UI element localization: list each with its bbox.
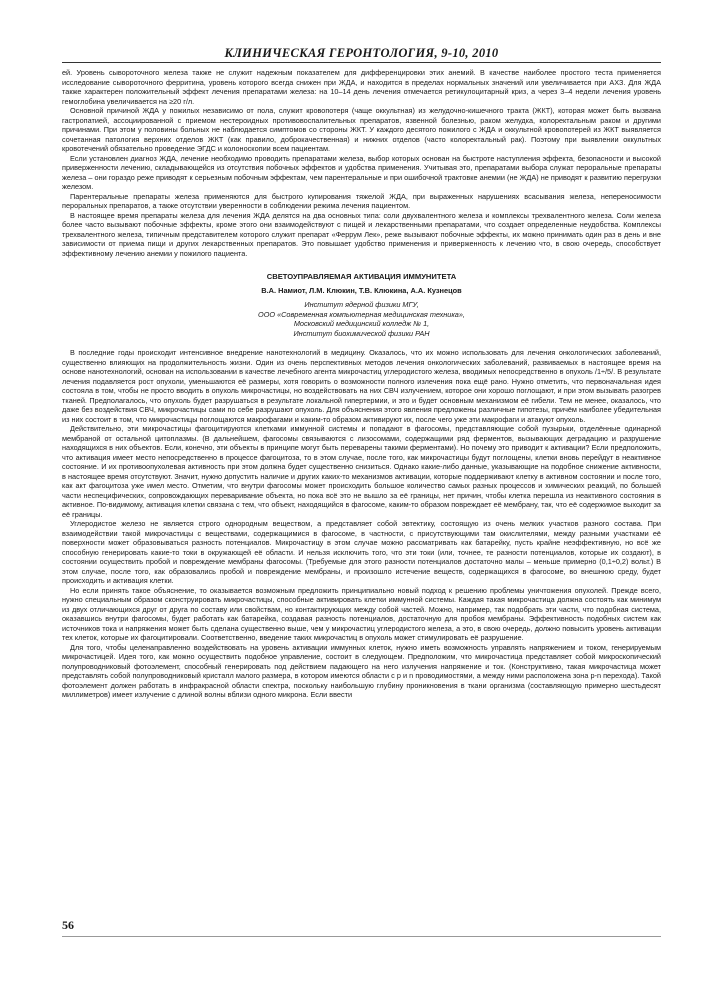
header-rule — [62, 62, 661, 63]
continuation-paragraph: ей. Уровень сывороточного железа также не служит надежным показателем для дифференцировки этих анемий. В качестве наиболее простого теста применяется исследование сывороточного ферритина, уровень которого всегда снижен при ЖДА, и находится в пределах нормальных значений или увеличивается при АХЗ. Для ЖДА также характерен положительный эффект лечения препаратами железа: на 10–14 день лечения отмечается ретикулоцитарный криз, а через 3–4 недели лечения уровень гемоглобина увеличивается на ≥20 г/л. — [62, 68, 661, 106]
affiliation: Московский медицинский колледж № 1, — [293, 319, 430, 329]
article-paragraph: Для того, чтобы целенаправленно воздействовать на уровень активации иммунных клеток, нужно иметь возможность управлять напряжением и током, генерируемым микрочастицей. Идея того, как можно осуществить подобное управление, состоит в следующем. Предположим, что микрочастица представляет собой микроскопический полупроводниковый фотоэлемент, способный генерировать под действием падающего на него излучения напряжение и ток. (Конструктивно, такая микрочастица может представлять собой полупроводниковый кристалл малого размера, в котором имеются области с p и n проводимостями, а между ними расположена зона p-n перехода). Такой фотоэлемент должен работать в инфракрасной области спектра, поскольку наибольшую глубину проникновения в ткани организма (составляющую примерно шестьдесят миллиметров) имеет излучение с длиной волны вблизи одного микрона. Если ввести — [62, 642, 661, 700]
affiliation: Институт биохимической физики РАН — [293, 328, 430, 338]
article-paragraph: В последние годы происходит интенсивное внедрение нанотехнологий в медицину. Оказалось, что их можно использовать для лечения онкологических заболеваний, существенно влияющих на продолжительность жизни. Один из очень перспективных методов лечения онкологических заболеваний, развиваемых в настоящее время на основе нанотехнологий, основан на использовании в качестве лечебного агента микрочастиц углеродистого железа, вводимых непосредственно в опухоль /1÷/5/. В результате лечения подавляется рост опухоли, уменьшаются её размеры, хотя говорить о возможности полного излечения пока ещё рано. Нужно отметить, что первоначальная идея состояла в том, чтобы не просто вводить в опухоль микрочастицы, но воздействовать на них СВЧ излучением, которое они хорошо поглощают, и при этом вызывать разогрев тканей. Предполагалось, что опухоль будет разрушаться в результате локальной гипертермии, и это и будет основным механизмом её гибели. Тем не менее, оказалось, что даже без воздействия СВЧ, микрочастицы сами по себе разрушают опухоль. Для объяснения этого явления предложены различные гипотезы, причём наиболее убедительная из них состоит в том, что микрочастицы поглощаются макрофагами и каким-то образом активируют их, после чего уже эти макрофаги и атакуют опухоль. — [62, 348, 661, 424]
affiliation: Институт ядерной физики МГУ, — [304, 300, 419, 309]
article-affiliations — [62, 300, 661, 338]
affiliation: ООО «Современная компьютерная медицинская техника», — [258, 309, 465, 319]
continuation-paragraph: В настоящее время препараты железа для лечения ЖДА делятся на два основных типа: соли двухвалентного железа и комплексы трехвалентного железа. Соли железа более часто вызывают побочные эффекты, кроме этого они взаимодействуют с пищей и лекарственными препаратами, что создает определенные неудобства. Комплексы трехвалентного железа, типичным представителем которого служит препарат «Феррум Лек», реже вызывают побочные эффекты, их можно принимать один раз в день и вне зависимости от приема пищи и других лекарственных препаратов. Это повышает удобство применения и приверженность к лечению что, в свою очередь, способствует эффективному лечению анемии у пожилого пациента. — [62, 210, 661, 258]
article-paragraph: Углеродистое железо не является строго однородным веществом, а представляет собой эвтектику, состоящую из очень мелких участков разного состава. При взаимодействии такой микрочастицы с веществами, содержащимися в фагосоме, в частности, с присутствующими там окислителями, между разными участками её поверхности может образовываться разность потенциалов. Микрочастицу в этом случае можно рассматривать как батарейку, пусть крайне неэффективную, но всё же способную генерировать какие-то токи в окружающей её области. И нельзя исключить того, что эти токи (или, точнее, те разности потенциалов, которые их создают), в состоянии осуществить пробой и повреждение мембраны фагосомы. (Требуемые для этого разности потенциалов достаточно малы – меньше примерно (0,1÷0,2) вольт.) В этом случае, после того, как образовались пробой и повреждение мембраны, и произошло истечение веществ, содержащихся в фагосоме, во внешнюю среду, будет происходить и активация клетки. — [62, 519, 661, 586]
continuation-paragraph: Основной причиной ЖДА у пожилых независимо от пола, служит кровопотеря (чаще оккультная) из желудочно-кишечного тракта (ЖКТ), которая может быть вызвана гастропатией, ассоциированной с приемом нестероидных противовоспалительных препаратов, язвенной болезнью, раком желудка, колоректальным раком и другими причинами. При этом у половины больных не наблюдается симптомов со стороны ЖКТ. У каждого десятого пожилого с ЖДА и оккультной кровопотерей из ЖКТ выявляется сочетанная патология верхних отделов ЖКТ (как правило, доброкачественная) и нижних отделов (часто колоректальный рак). Поэтому при выявлении оккультных кровотечений обязательно проведение ЭГДС и колоноскопии всем пациентам. — [62, 106, 661, 153]
journal-page — [62, 0, 661, 1004]
running-title: КЛИНИЧЕСКАЯ ГЕРОНТОЛОГИЯ, 9-10, 2010 — [224, 46, 499, 60]
continuation-paragraph: Если установлен диагноз ЖДА, лечение необходимо проводить препаратами железа, выбор которых основан на быстроте наступления эффекта, безопасности и высокой приверженности лечению, складывающейся из отсутствия побочных эффектов и удобства применения. Учитывая это, препаратами выбора служат пероральные препараты железа – они гораздо реже приводят к серьезным побочным эффектам, чем парентеральные и при ошибочной трактовке анемии (не ЖДА) не приводят к развитию перегрузки железом. — [62, 153, 661, 191]
article-title: СВЕТОУПРАВЛЯЕМАЯ АКТИВАЦИЯ ИММУНИТЕТА — [266, 272, 457, 281]
article-paragraph: Действительно, эти микрочастицы фагоцитируются клетками иммунной системы и попадают в фагосомы, представляющие собой пузырьки, отделённые одинарной мембраной от остальной цитоплазмы. (В дальнейшем, фагосомы связываются с лизосомами, содержащими ряд ферментов, вызывающих деградацию и разрушение находящихся в них объектов. Если, конечно, эти объекты в принципе могут быть переварены такими ферментами). Но почему это приводит к активации? Если предположить, что активация имеет место непосредственно в процессе фагоцитоза, то в этом случае, после того, как микрочастицы будут поглощены, клетки вновь перейдут в неактивное состояние. И их противоопухолевая активность при этом должна будет существенно снизиться. Однако какие-либо данные, указывающие на подобное снижение активности, в настоящее время отсутствуют. Значит, нужно допустить наличие и других каких-то механизмов активации, которые поддерживают клетку в активном состоянии и после того, как акт фагоцитоза уже имел место. Отметим, что внутри фагосомы может происходить большое количество самых разных процессов и химических реакций, по большей части неспецифических, сопровождающих переваривание объекта, но пока всё это не вышло за её границы, нет причин, чтобы клетка перешла из неактивного состояния в активное. По-видимому, активация клетки связана с тем, что объект, находящийся в фагосоме, каким-то образом повреждает её мембрану, так, что её содержимое выходит за её границы. — [62, 424, 661, 519]
article-authors: В.А. Намиот, Л.М. Клюкин, Т.В. Клюкина, А.А. Кузнецов — [261, 286, 462, 295]
page-number: 56 — [62, 918, 74, 932]
continuation-paragraph: Парентеральные препараты железа применяются для быстрого купирования тяжелой ЖДА, при выраженных нарушениях всасывания железа, непереносимости пероральных препаратов, а также отсутствии уверенности в соблюдении режима лечения пациентом. — [62, 191, 661, 210]
footer-rule — [62, 936, 661, 937]
page-body — [62, 68, 661, 700]
article-paragraph: Но если принять такое объяснение, то оказывается возможным предложить принципиально новый подход к решению проблемы уничтожения опухолей. Прежде всего, нужно специальным образом сконструировать микрочастицы, способные активировать клетки иммунной системы. Каждая такая микрочастица должна состоять как минимум из двух отличающихся друг от друга по составу или свойствам, но контактирующих между собой частей. Можно, например, так подобрать эти части, что подобная система, оказавшись внутри фагосомы, будет работать как батарейка, создавая разность потенциалов, достаточную для пробоя мембраны. Эффективность подобных систем как источников тока и напряжения может быть сделана существенно выше, чем у микрочастиц углеродистого железа, а это, в свою очередь, должно повысить уровень активации тех клеток, которые их фагоцитировали. Соответственно, введение таких микрочастиц в опухоль может стимулировать её разрушение. — [62, 585, 661, 643]
